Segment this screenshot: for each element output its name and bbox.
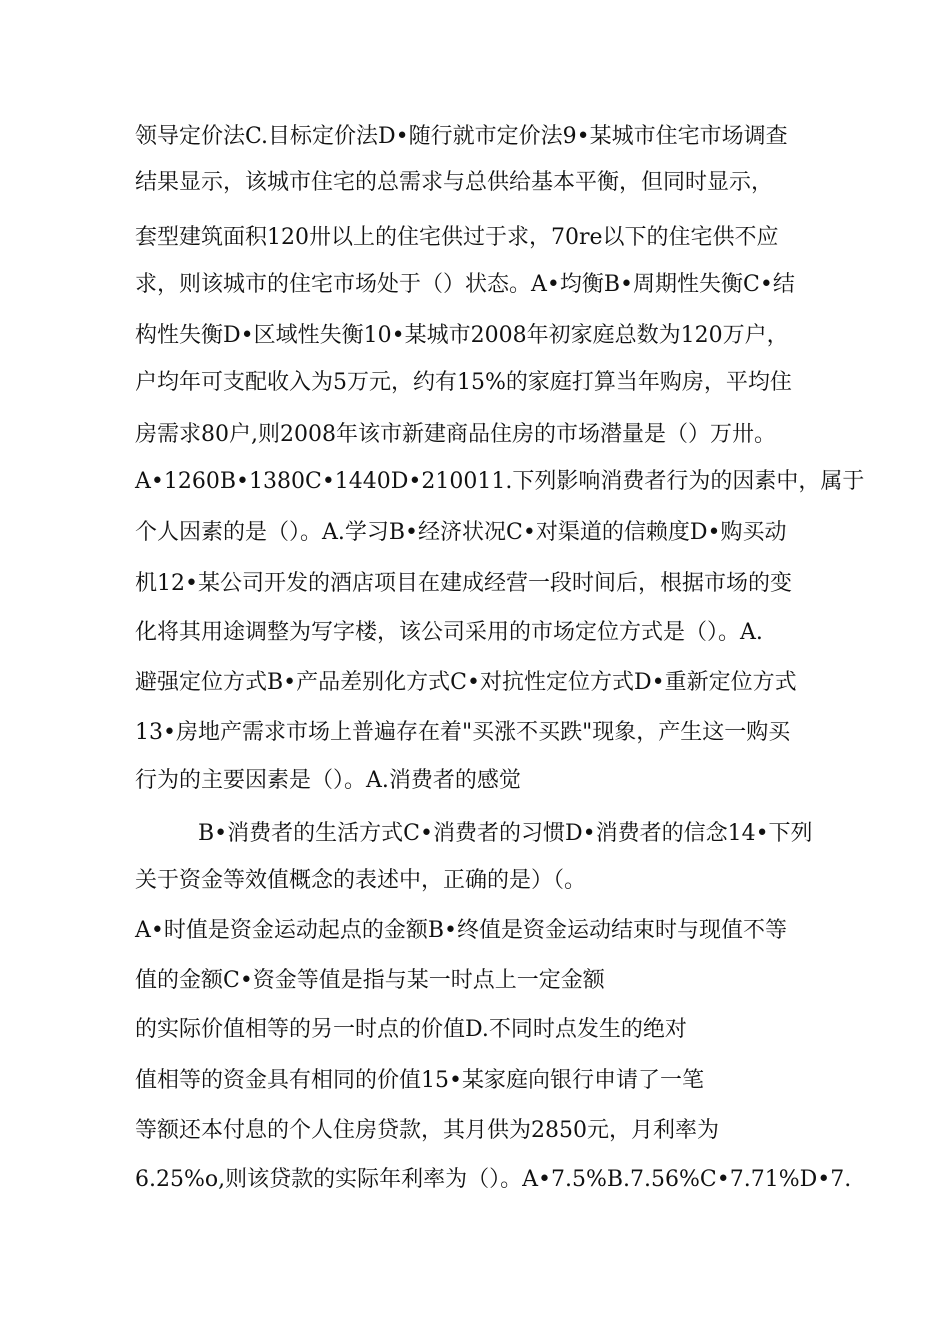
text-line-5: 构性失衡D•区域性失衡10•某城市2008年初家庭总数为120万户， (135, 323, 789, 348)
text-line-17: A•时值是资金运动起点的金额B•终值是资金运动结束时与现值不等 (135, 918, 788, 943)
text-line-18: 值的金额C•资金等值是指与某一时点上一定金额 (135, 968, 605, 993)
text-line-21: 等额还本付息的个人住房贷款，其月供为2850元，月利率为 (135, 1118, 719, 1143)
text-line-16: 关于资金等效值概念的表述中，正确的是）（。 (135, 868, 587, 893)
text-line-7: 房需求80户,则2008年该市新建商品住房的市场潜量是（）万卅。 (135, 422, 776, 447)
text-line-1: 领导定价法C.目标定价法D•随行就市定价法9•某城市住宅市场调查 (135, 124, 788, 149)
text-line-14: 行为的主要因素是（）。A.消费者的感觉 (135, 768, 521, 793)
text-line-10: 机12•某公司开发的酒店项目在建成经营一段时间后，根据市场的变 (135, 571, 792, 596)
text-line-12: 避强定位方式B•产品差别化方式C•对抗性定位方式D•重新定位方式 (135, 670, 797, 695)
text-line-15: B•消费者的生活方式C•消费者的习惯D•消费者的信念14•下列 (198, 821, 813, 846)
text-line-11: 化将其用途调整为写字楼，该公司采用的市场定位方式是（）。A. (135, 620, 763, 645)
text-line-2: 结果显示，该城市住宅的总需求与总供给基本平衡，但同时显示， (135, 170, 774, 195)
text-line-13: 13•房地产需求市场上普遍存在着"买涨不买跌"现象，产生这一购买 (135, 720, 791, 745)
text-line-6: 户均年可支配收入为5万元，约有15%的家庭打算当年购房，平均住 (135, 370, 792, 395)
text-line-20: 值相等的资金具有相同的价值15•某家庭向银行申请了一笔 (135, 1068, 704, 1093)
text-line-4: 求，则该城市的住宅市场处于（）状态。A•均衡B•周期性失衡C•结 (135, 272, 795, 297)
text-line-3: 套型建筑面积120卅以上的住宅供过于求，70re以下的住宅供不应 (135, 225, 779, 250)
text-line-8: A•1260B•1380C•1440D•210011.下列影响消费者行为的因素中，属于 (135, 469, 865, 494)
text-line-22: 6.25%o,则该贷款的实际年利率为（）。A•7.5%B.7.56%C•7.71%D•7. (135, 1167, 852, 1192)
text-line-19: 的实际价值相等的另一时点的价值D.不同时点发生的绝对 (135, 1017, 687, 1042)
text-line-9: 个人因素的是（）。A.学习B•经济状况C•对渠道的信赖度D•购买动 (135, 520, 787, 545)
